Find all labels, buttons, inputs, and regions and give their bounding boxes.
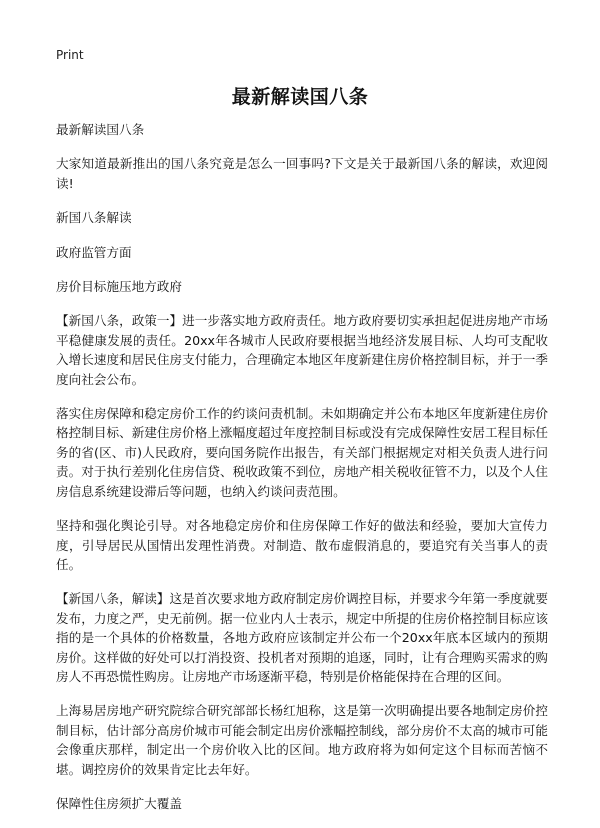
paragraph: 【新国八条，政策一】进一步落实地方政府责任。地方政府要切实承担起促进房地产市场平稳健康发展的责任。20xx年各城市人民政府要根据当地经济发展目标、人均可支配收入增长速度和居民住房支付能力，合理确定本地区年度新建住房价格控制目标，并于一季度向社会公布。	[56, 313, 548, 387]
paragraph-subtitle: 最新解读国八条	[56, 122, 145, 137]
section-heading: 新国八条解读	[56, 210, 132, 226]
section-heading: 房价目标施压地方政府	[56, 279, 182, 295]
paragraph: 落实住房保障和稳定房价工作的约谈问责机制。未如期确定并公布本地区年度新建住房价格控制目标、新建住房价格上涨幅度超过年度控制目标或没有完成保障性安居工程目标任务的省(区、市)人民政府，要向国务院作出报告，有关部门根据规定对相关负责人进行问责。对于执行差别化住房信贷、税收政策不到位，房地产相关税收征管不力，以及个人住房信息系统建设滞后等问题，也纳入约谈问责范围。	[56, 406, 548, 499]
article-body	[56, 120, 548, 828]
paragraph: 上海易居房地产研究院综合研究部部长杨红旭称，这是第一次明确提出要各地制定房价控制目标，估计部分高房价城市可能会制定出房价涨幅控制线，部分房价不太高的城市可能会像重庆那样，制定出一个房价收入比的区间。地方政府将为如何定这个目标而苦恼不堪。调控房价的效果肯定比去年好。	[56, 703, 548, 777]
page-title: 最新解读国八条	[231, 86, 369, 108]
paragraph: 坚持和强化舆论引导。对各地稳定房价和住房保障工作好的做法和经验，要加大宣传力度，引导居民从国情出发理性消费。对制造、散布虚假消息的，要追究有关当事人的责任。	[56, 518, 548, 572]
section-heading: 保障性住房须扩大覆盖	[56, 795, 182, 811]
print-link[interactable]: Print	[56, 48, 84, 62]
paragraph-intro: 大家知道最新推出的国八条究竟是怎么一回事吗?下文是关于最新国八条的解读，欢迎阅读!	[56, 156, 548, 191]
section-heading: 政府监管方面	[56, 244, 132, 260]
paragraph: 【新国八条，解读】这是首次要求地方政府制定房价调控目标，并要求今年第一季度就要发布，力度之严，史无前例。据一位业内人士表示，规定中所提的住房价格控制目标应该指的是一个具体的价格数量，各地方政府应该制定并公布一个20xx年底本区域内的预期房价。这样做的好处可以打消投资、投机者对预期的追逐，同时，让有合理购买需求的购房人不再恐慌性购房。让房地产市场逐渐平稳，特别是价格能保持在合理的区间。	[56, 591, 548, 684]
